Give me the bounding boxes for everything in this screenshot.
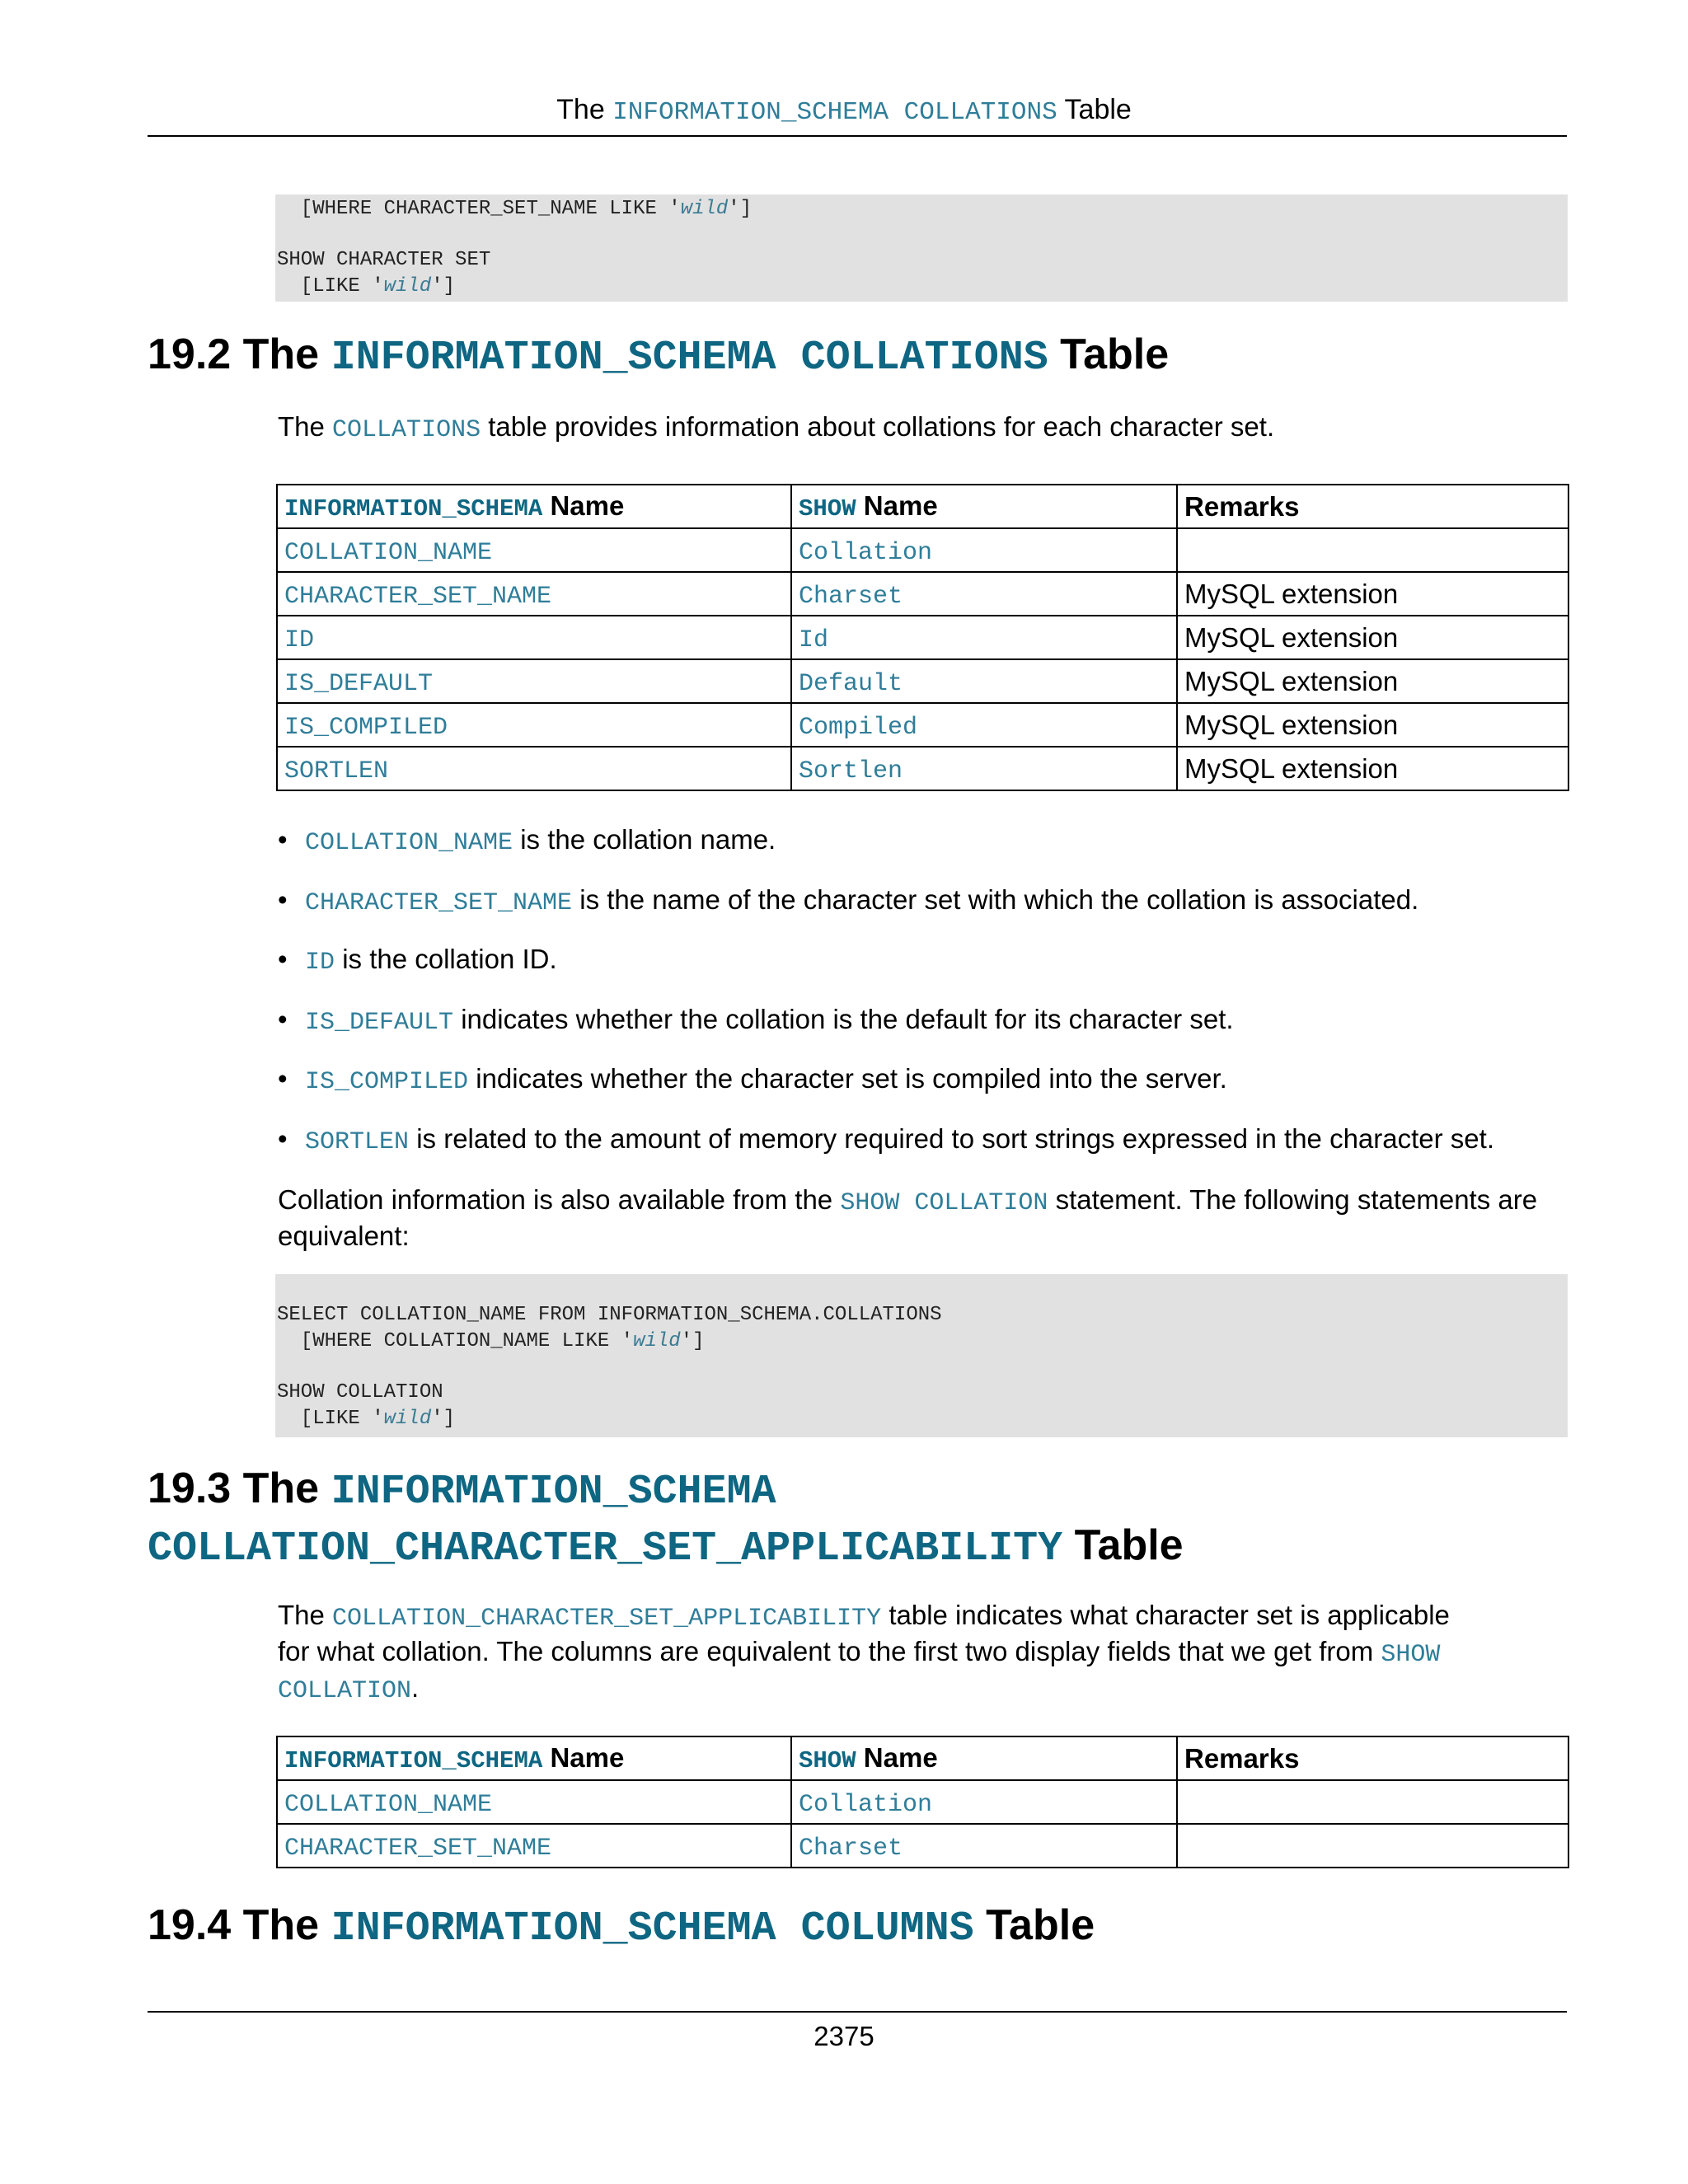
table-row <box>277 1780 1568 1824</box>
show-column-link[interactable]: Sortlen <box>799 757 903 785</box>
list-item: • COLLATION_NAME is the collation name. <box>278 824 776 857</box>
show-column-link[interactable]: Collation <box>799 538 933 567</box>
section-heading-19-2: 19.2 The INFORMATION_SCHEMA COLLATIONS Table <box>148 330 1170 382</box>
section-heading-19-3: 19.3 The INFORMATION_SCHEMA COLLATION_CHARACTER_SET_APPLICABILITY Table <box>148 1465 1184 1572</box>
table-row <box>277 1824 1568 1868</box>
table-row <box>277 528 1568 572</box>
show-link[interactable]: SHOW <box>1381 1641 1441 1669</box>
column-link[interactable]: IS_DEFAULT <box>284 669 434 698</box>
header-cell-remarks: Remarks <box>1177 485 1568 528</box>
code-line: SHOW COLLATION <box>277 1381 443 1404</box>
section-heading-code[interactable]: INFORMATION_SCHEMA COLLATIONS <box>331 335 1048 382</box>
header-cell-show: SHOW Name <box>791 1736 1177 1780</box>
header-rule <box>148 135 1567 137</box>
column-link[interactable]: CHARACTER_SET_NAME <box>284 1834 552 1863</box>
remarks-cell: MySQL extension <box>1177 659 1568 703</box>
header-cell-show: SHOW Name <box>791 485 1177 528</box>
table-row <box>277 572 1568 616</box>
remarks-cell: MySQL extension <box>1177 703 1568 747</box>
remarks-cell <box>1177 1780 1568 1824</box>
column-link[interactable]: CHARACTER_SET_NAME <box>284 582 552 611</box>
remarks-cell <box>1177 1824 1568 1868</box>
table-row <box>277 703 1568 747</box>
running-header <box>0 94 1688 127</box>
collations-table-link[interactable]: COLLATIONS <box>332 416 481 444</box>
section-heading-code[interactable]: COLLATION_CHARACTER_SET_APPLICABILITY <box>148 1526 1063 1572</box>
header-cell-information-schema: INFORMATION_SCHEMA Name <box>277 1736 791 1780</box>
column-link[interactable]: SORTLEN <box>284 757 389 785</box>
column-link[interactable]: COLLATION_NAME <box>284 538 493 567</box>
collation-link[interactable]: COLLATION <box>278 1677 412 1705</box>
column-link[interactable]: COLLATION_NAME <box>284 1790 493 1819</box>
table-row <box>277 747 1568 790</box>
remarks-cell: MySQL extension <box>1177 572 1568 616</box>
code-line: [WHERE CHARACTER_SET_NAME LIKE 'wild'] <box>277 198 753 220</box>
code-line: [LIKE 'wild'] <box>277 1408 456 1430</box>
column-link[interactable]: ID <box>284 626 315 654</box>
section-heading-code[interactable]: INFORMATION_SCHEMA COLUMNS <box>331 1905 974 1952</box>
show-column-link[interactable]: Collation <box>799 1790 933 1819</box>
column-link[interactable]: ID <box>305 949 335 977</box>
show-column-link[interactable]: Default <box>799 669 903 698</box>
show-collation-paragraph: Collation information is also available from the SHOW COLLATION statement. The following statements are equivalent: <box>278 1184 1538 1251</box>
column-link[interactable]: COLLATION_NAME <box>305 829 513 857</box>
running-header-suffix: Table <box>1064 94 1132 125</box>
code-line: [LIKE 'wild'] <box>277 275 456 298</box>
list-item: • ID is the collation ID. <box>278 944 557 977</box>
applicability-intro-paragraph: The COLLATION_CHARACTER_SET_APPLICABILITY table indicates what character set is applicable for what collation. The columns are equivalent to the first two display fields that we get from SHOW COLLATION. <box>278 1600 1450 1705</box>
header-cell-remarks: Remarks <box>1177 1736 1568 1780</box>
header-cell-information-schema: INFORMATION_SCHEMA Name <box>277 485 791 528</box>
list-item: • SORTLEN is related to the amount of memory required to sort strings expressed in the character set. <box>278 1122 1494 1156</box>
table-row <box>277 616 1568 659</box>
code-block-show-collation <box>275 1274 1568 1437</box>
list-item: • IS_COMPILED indicates whether the character set is compiled into the server. <box>278 1063 1227 1097</box>
section-heading-19-4: 19.4 The INFORMATION_SCHEMA COLUMNS Table <box>148 1901 1095 1952</box>
remarks-cell: MySQL extension <box>1177 616 1568 659</box>
running-header-code[interactable]: INFORMATION_SCHEMA COLLATIONS <box>612 98 1057 127</box>
show-collation-link[interactable]: SHOW COLLATION <box>840 1189 1048 1217</box>
show-column-link[interactable]: Charset <box>799 582 903 611</box>
running-header-prefix: The <box>556 94 605 125</box>
list-item: • IS_DEFAULT indicates whether the collation is the default for its character set. <box>278 1003 1234 1037</box>
table-row <box>277 659 1568 703</box>
column-link[interactable]: IS_COMPILED <box>305 1068 469 1097</box>
collations-columns-table <box>276 484 1569 791</box>
collations-intro-paragraph: The COLLATIONS table provides information about collations for each character set. <box>278 411 1275 444</box>
applicability-table-link[interactable]: COLLATION_CHARACTER_SET_APPLICABILITY <box>332 1605 882 1633</box>
column-link[interactable]: IS_COMPILED <box>284 713 448 742</box>
code-line: SELECT COLLATION_NAME FROM INFORMATION_SCHEMA.COLLATIONS <box>277 1304 942 1326</box>
list-item: • CHARACTER_SET_NAME is the name of the character set with which the collation is associated. <box>278 883 1419 917</box>
show-column-link[interactable]: Compiled <box>799 713 918 742</box>
column-description-list <box>278 823 1494 1183</box>
table-header-row <box>277 485 1568 528</box>
remarks-cell <box>1177 528 1568 572</box>
code-line: [WHERE COLLATION_NAME LIKE 'wild'] <box>277 1330 705 1352</box>
page-number: 2375 <box>814 2021 874 2051</box>
column-link[interactable]: IS_DEFAULT <box>305 1008 454 1037</box>
remarks-cell: MySQL extension <box>1177 747 1568 790</box>
column-link[interactable]: CHARACTER_SET_NAME <box>305 888 573 917</box>
applicability-columns-table <box>276 1736 1569 1868</box>
code-block-show-character-set <box>275 194 1568 302</box>
code-line: SHOW CHARACTER SET <box>277 249 491 271</box>
column-link[interactable]: SORTLEN <box>305 1127 410 1156</box>
table-header-row <box>277 1736 1568 1780</box>
show-column-link[interactable]: Id <box>799 626 829 654</box>
footer-rule <box>148 2011 1567 2013</box>
section-heading-code[interactable]: INFORMATION_SCHEMA <box>331 1469 776 1516</box>
show-column-link[interactable]: Charset <box>799 1834 903 1863</box>
